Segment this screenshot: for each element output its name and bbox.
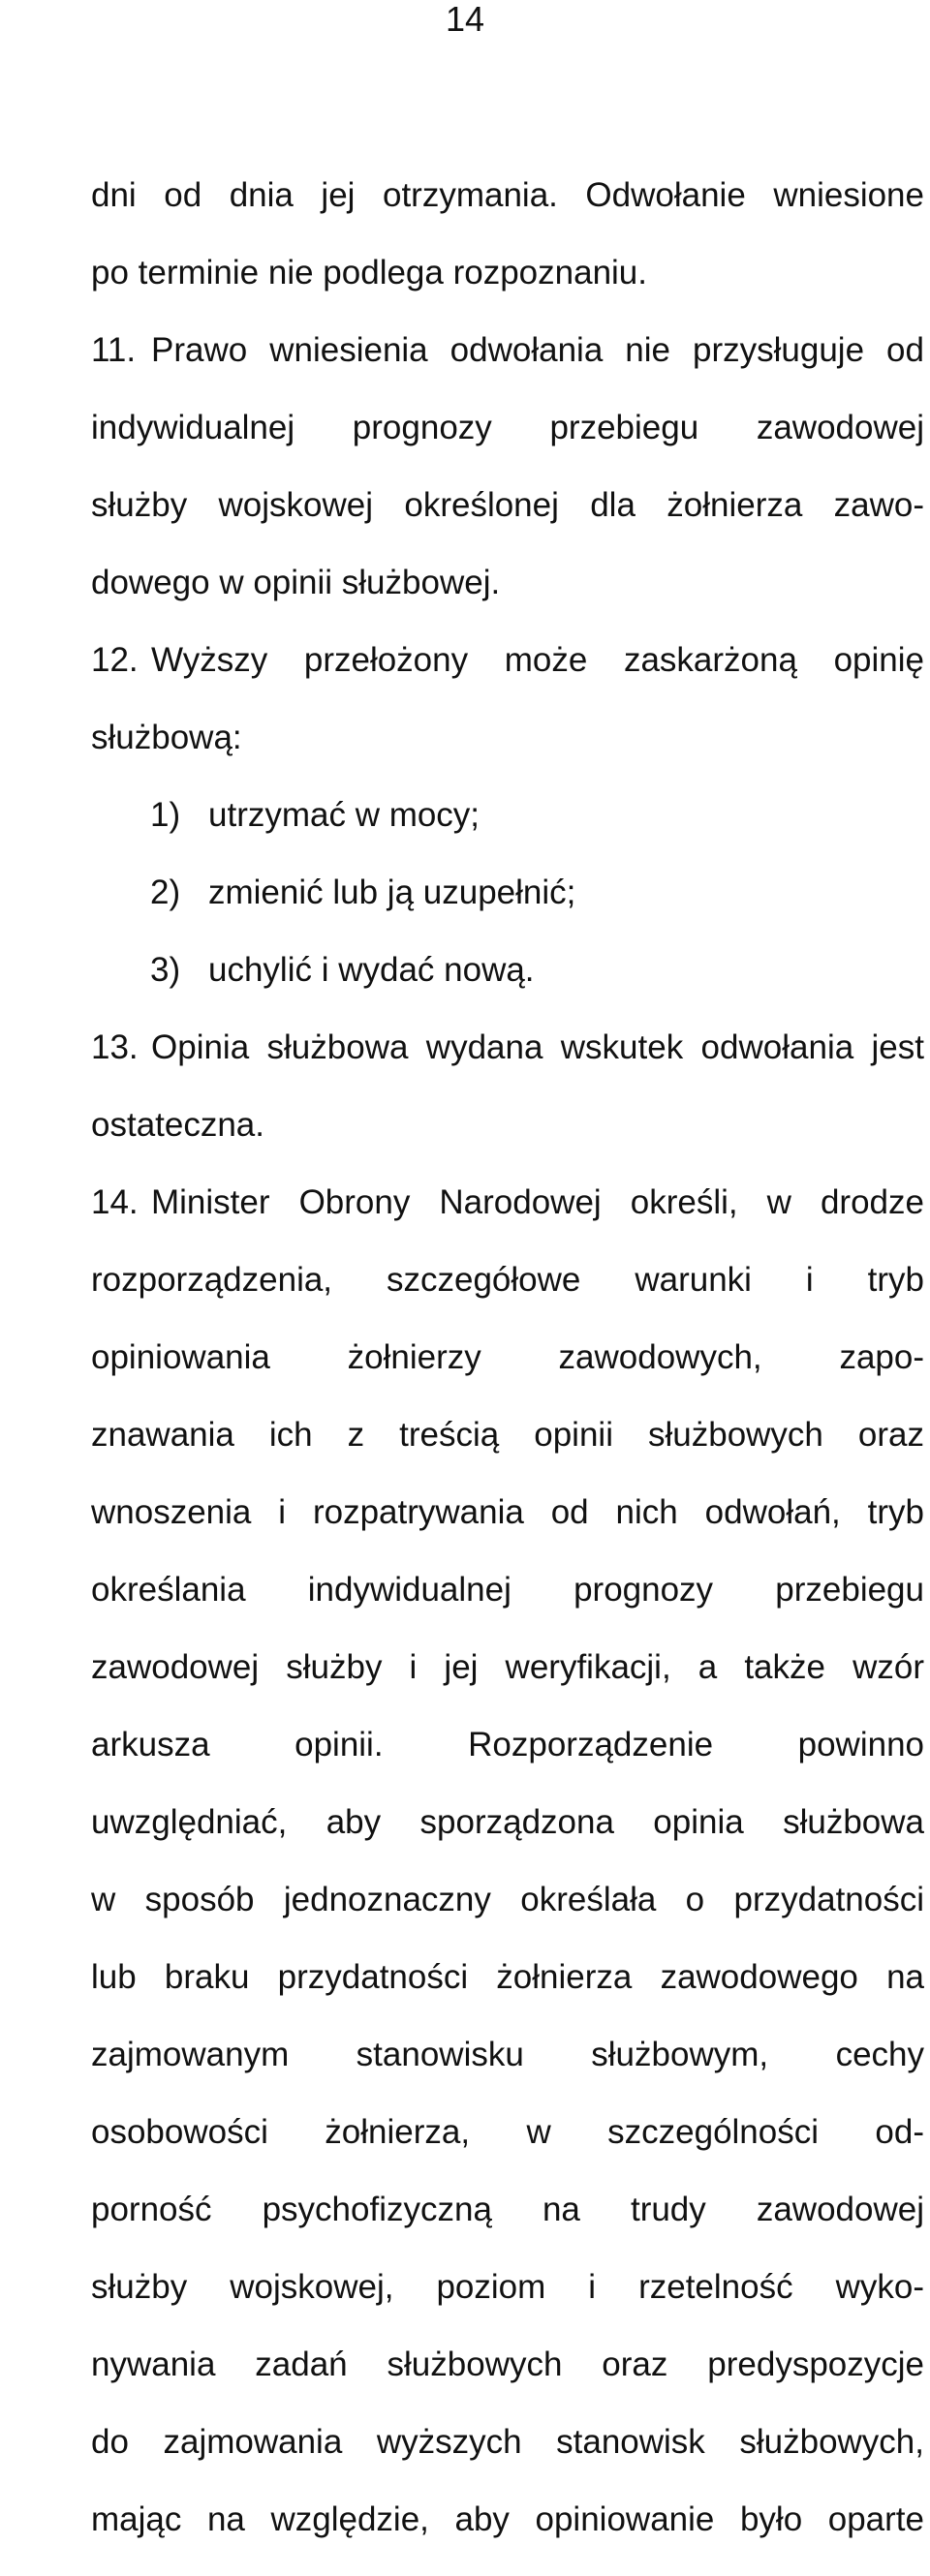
paragraph-number: 11. — [91, 331, 137, 369]
paragraph-11 — [91, 329, 924, 639]
text-line: Prawo wniesienia odwołania nie przysługuje od — [151, 331, 924, 369]
list-item-text: uchylić i wydać nową. — [208, 951, 535, 989]
text-line: osobowości żołnierza, w szczególności od- — [91, 2113, 924, 2151]
text-line: w sposób jednoznaczny określała o przydatności — [91, 1881, 924, 1918]
text-line: Opinia służbowa wydana wskutek odwołania jest — [151, 1028, 924, 1066]
paragraph-number: 14. — [91, 1183, 139, 1221]
text-line: porność psychofizyczną na trudy zawodowej — [91, 2191, 924, 2228]
text-line: arkusza opinii. Rozporządzenie powinno — [91, 1726, 924, 1763]
page-number: 14 — [445, 0, 485, 39]
paragraph-13 — [91, 1027, 924, 1181]
text-line: nywania zadań służbowych oraz predyspozycje — [91, 2346, 924, 2383]
text-line: zajmowanym stanowisku służbowym, cechy — [91, 2036, 924, 2073]
text-line: służby wojskowej, poziom i rzetelność wyko- — [91, 2268, 924, 2306]
list-item-number: 3) — [150, 951, 181, 989]
text-line: indywidualnej prognozy przebiegu zawodowej — [91, 409, 924, 446]
paragraph-number: 12. — [91, 641, 139, 679]
text-line: mając na względzie, aby opiniowanie było oparte — [91, 2500, 924, 2538]
list-item-text: zmienić lub ją uzupełnić; — [208, 874, 576, 911]
text-line: do zajmowania wyższych stanowisk służbowych, — [91, 2423, 924, 2461]
list-item — [91, 872, 924, 949]
document-body — [91, 174, 924, 2576]
text-line: opiniowania żołnierzy zawodowych, zapo- — [91, 1338, 924, 1376]
text-line: dni od dnia jej otrzymania. Odwołanie wniesione — [91, 176, 924, 214]
paragraph-12 — [91, 639, 924, 1027]
text-line: służbową: — [91, 719, 242, 756]
list-item — [91, 794, 924, 872]
text-line: lub braku przydatności żołnierza zawodowego na — [91, 1958, 924, 1996]
text-line: po terminie nie podlega rozpoznaniu. — [91, 254, 647, 291]
list-item-number: 2) — [150, 874, 181, 911]
text-line: określania indywidualnej prognozy przebiegu — [91, 1571, 924, 1609]
paragraph-14 — [91, 1181, 924, 2576]
text-line: uwzględniać, aby sporządzona opinia służbowa — [91, 1803, 924, 1841]
paragraph-number: 13. — [91, 1028, 139, 1066]
text-line: ostateczna. — [91, 1106, 264, 1144]
list-item — [91, 949, 924, 1027]
text-line: Wyższy przełożony może zaskarżoną opinię — [151, 641, 924, 679]
text-line: służby wojskowej określonej dla żołnierza zawo- — [91, 486, 924, 524]
text-line: wnoszenia i rozpatrywania od nich odwołań, tryb — [91, 1493, 924, 1531]
text-line: Minister Obrony Narodowej określi, w drodze — [151, 1183, 924, 1221]
paragraph-continuation — [91, 174, 924, 329]
text-line: dowego w opinii służbowej. — [91, 564, 501, 601]
text-line: zawodowej służby i jej weryfikacji, a także wzór — [91, 1648, 924, 1686]
text-line: rozporządzenia, szczegółowe warunki i tryb — [91, 1261, 924, 1299]
list-item-text: utrzymać w mocy; — [208, 796, 480, 834]
text-line: znawania ich z treścią opinii służbowych oraz — [91, 1416, 924, 1454]
list-item-number: 1) — [150, 796, 181, 834]
